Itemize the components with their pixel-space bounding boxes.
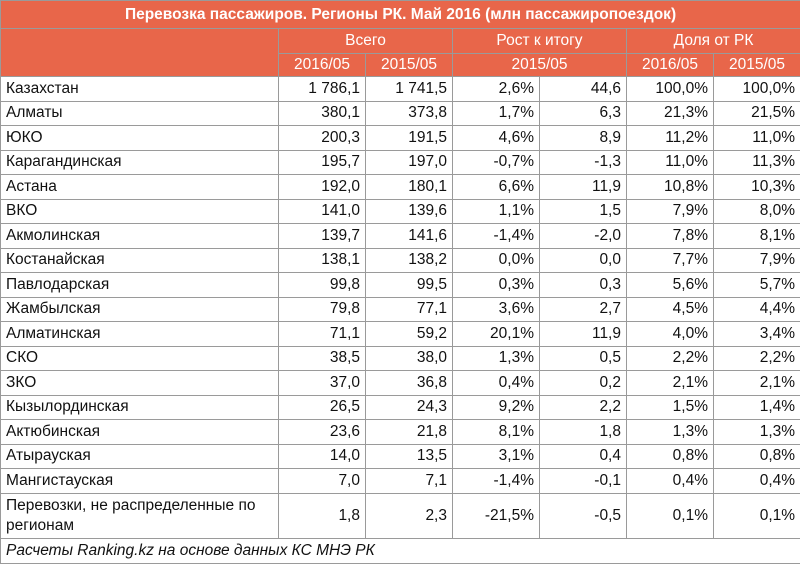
- share-2016: 2,2%: [627, 346, 714, 371]
- header-total-2016: 2016/05: [279, 54, 366, 77]
- share-2016: 1,3%: [627, 420, 714, 445]
- table-row: [1, 346, 800, 371]
- value-2015: 7,1: [366, 469, 453, 494]
- region-name: ЮКО: [1, 126, 279, 151]
- value-2015: 373,8: [366, 101, 453, 126]
- value-2015: 24,3: [366, 395, 453, 420]
- table-row: [1, 175, 800, 200]
- growth-absolute: 0,4: [540, 444, 627, 469]
- table-row: [1, 444, 800, 469]
- value-2016: 139,7: [279, 224, 366, 249]
- growth-percent: -0,7%: [453, 150, 540, 175]
- share-2016: 11,2%: [627, 126, 714, 151]
- value-2015: 13,5: [366, 444, 453, 469]
- table-body: [1, 77, 800, 539]
- share-2016: 1,5%: [627, 395, 714, 420]
- share-2016: 5,6%: [627, 273, 714, 298]
- growth-absolute: 0,0: [540, 248, 627, 273]
- table-row: [1, 297, 800, 322]
- share-2016: 11,0%: [627, 150, 714, 175]
- share-2015: 0,4%: [714, 469, 800, 494]
- share-2016: 0,4%: [627, 469, 714, 494]
- growth-absolute: 2,7: [540, 297, 627, 322]
- table-title: Перевозка пассажиров. Регионы РК. Май 2016 (млн пассажиропоездок): [1, 1, 800, 29]
- growth-percent: -1,4%: [453, 224, 540, 249]
- table-row: [1, 395, 800, 420]
- share-2016: 7,7%: [627, 248, 714, 273]
- region-name: Кызылординская: [1, 395, 279, 420]
- share-2015: 0,8%: [714, 444, 800, 469]
- growth-percent: 6,6%: [453, 175, 540, 200]
- region-name: Перевозки, не распределенные по регионам: [1, 493, 279, 538]
- value-2015: 36,8: [366, 371, 453, 396]
- region-name: Казахстан: [1, 77, 279, 102]
- table-row: [1, 77, 800, 102]
- value-2015: 180,1: [366, 175, 453, 200]
- value-2015: 141,6: [366, 224, 453, 249]
- region-name: ЗКО: [1, 371, 279, 396]
- share-2015: 11,3%: [714, 150, 800, 175]
- value-2016: 138,1: [279, 248, 366, 273]
- region-header-cell: [1, 29, 279, 77]
- table-row: [1, 248, 800, 273]
- share-2016: 7,9%: [627, 199, 714, 224]
- growth-absolute: 0,3: [540, 273, 627, 298]
- region-name: Павлодарская: [1, 273, 279, 298]
- value-2015: 99,5: [366, 273, 453, 298]
- value-2016: 23,6: [279, 420, 366, 445]
- growth-absolute: 11,9: [540, 175, 627, 200]
- growth-percent: -21,5%: [453, 493, 540, 538]
- growth-percent: 2,6%: [453, 77, 540, 102]
- share-2015: 2,2%: [714, 346, 800, 371]
- share-2015: 10,3%: [714, 175, 800, 200]
- region-name: ВКО: [1, 199, 279, 224]
- value-2015: 2,3: [366, 493, 453, 538]
- value-2016: 141,0: [279, 199, 366, 224]
- value-2016: 71,1: [279, 322, 366, 347]
- region-name: Карагандинская: [1, 150, 279, 175]
- source-note: Расчеты Ranking.kz на основе данных КС МНЭ РК: [1, 538, 800, 563]
- region-name: Жамбылская: [1, 297, 279, 322]
- growth-percent: 1,3%: [453, 346, 540, 371]
- growth-absolute: 1,8: [540, 420, 627, 445]
- growth-percent: -1,4%: [453, 469, 540, 494]
- growth-absolute: -2,0: [540, 224, 627, 249]
- value-2015: 139,6: [366, 199, 453, 224]
- share-2015: 1,3%: [714, 420, 800, 445]
- growth-percent: 3,6%: [453, 297, 540, 322]
- growth-absolute: 8,9: [540, 126, 627, 151]
- share-2016: 4,5%: [627, 297, 714, 322]
- growth-absolute: 11,9: [540, 322, 627, 347]
- value-2015: 1 741,5: [366, 77, 453, 102]
- share-2016: 100,0%: [627, 77, 714, 102]
- value-2016: 99,8: [279, 273, 366, 298]
- value-2016: 380,1: [279, 101, 366, 126]
- header-share: Доля от РК: [627, 29, 800, 54]
- growth-percent: 20,1%: [453, 322, 540, 347]
- table-row: [1, 493, 800, 538]
- growth-percent: 8,1%: [453, 420, 540, 445]
- growth-percent: 0,4%: [453, 371, 540, 396]
- share-2015: 8,1%: [714, 224, 800, 249]
- share-2015: 3,4%: [714, 322, 800, 347]
- region-name: Алматинская: [1, 322, 279, 347]
- header-growth: Рост к итогу: [453, 29, 627, 54]
- share-2016: 21,3%: [627, 101, 714, 126]
- table-row: [1, 150, 800, 175]
- share-2015: 5,7%: [714, 273, 800, 298]
- share-2016: 10,8%: [627, 175, 714, 200]
- share-2015: 8,0%: [714, 199, 800, 224]
- table-row: [1, 224, 800, 249]
- share-2015: 1,4%: [714, 395, 800, 420]
- growth-absolute: 1,5: [540, 199, 627, 224]
- region-name: Атырауская: [1, 444, 279, 469]
- region-name: СКО: [1, 346, 279, 371]
- value-2016: 200,3: [279, 126, 366, 151]
- share-2015: 7,9%: [714, 248, 800, 273]
- header-total-2015: 2015/05: [366, 54, 453, 77]
- region-name: Актюбинская: [1, 420, 279, 445]
- header-share-2015: 2015/05: [714, 54, 800, 77]
- table-row: [1, 420, 800, 445]
- value-2015: 21,8: [366, 420, 453, 445]
- growth-absolute: -1,3: [540, 150, 627, 175]
- table-row: [1, 101, 800, 126]
- value-2016: 14,0: [279, 444, 366, 469]
- region-name: Астана: [1, 175, 279, 200]
- share-2016: 7,8%: [627, 224, 714, 249]
- share-2016: 2,1%: [627, 371, 714, 396]
- growth-absolute: 0,2: [540, 371, 627, 396]
- header-total: Всего: [279, 29, 453, 54]
- value-2015: 191,5: [366, 126, 453, 151]
- growth-absolute: 44,6: [540, 77, 627, 102]
- region-name: Акмолинская: [1, 224, 279, 249]
- table-row: [1, 273, 800, 298]
- table-row: [1, 199, 800, 224]
- table-row: [1, 469, 800, 494]
- growth-absolute: -0,1: [540, 469, 627, 494]
- growth-percent: 1,1%: [453, 199, 540, 224]
- value-2016: 38,5: [279, 346, 366, 371]
- header-growth-period: 2015/05: [453, 54, 627, 77]
- share-2015: 21,5%: [714, 101, 800, 126]
- growth-absolute: -0,5: [540, 493, 627, 538]
- share-2015: 11,0%: [714, 126, 800, 151]
- value-2016: 79,8: [279, 297, 366, 322]
- value-2015: 38,0: [366, 346, 453, 371]
- growth-absolute: 6,3: [540, 101, 627, 126]
- share-2015: 0,1%: [714, 493, 800, 538]
- value-2015: 138,2: [366, 248, 453, 273]
- share-2016: 0,8%: [627, 444, 714, 469]
- value-2015: 59,2: [366, 322, 453, 347]
- share-2015: 2,1%: [714, 371, 800, 396]
- table-row: [1, 371, 800, 396]
- share-2015: 4,4%: [714, 297, 800, 322]
- value-2016: 192,0: [279, 175, 366, 200]
- value-2015: 77,1: [366, 297, 453, 322]
- table-row: [1, 126, 800, 151]
- growth-percent: 3,1%: [453, 444, 540, 469]
- share-2016: 0,1%: [627, 493, 714, 538]
- growth-absolute: 2,2: [540, 395, 627, 420]
- share-2016: 4,0%: [627, 322, 714, 347]
- value-2015: 197,0: [366, 150, 453, 175]
- region-name: Мангистауская: [1, 469, 279, 494]
- growth-percent: 1,7%: [453, 101, 540, 126]
- share-2015: 100,0%: [714, 77, 800, 102]
- value-2016: 1,8: [279, 493, 366, 538]
- table-row: [1, 322, 800, 347]
- region-name: Костанайская: [1, 248, 279, 273]
- growth-percent: 0,0%: [453, 248, 540, 273]
- value-2016: 37,0: [279, 371, 366, 396]
- growth-absolute: 0,5: [540, 346, 627, 371]
- growth-percent: 4,6%: [453, 126, 540, 151]
- growth-percent: 9,2%: [453, 395, 540, 420]
- value-2016: 195,7: [279, 150, 366, 175]
- value-2016: 7,0: [279, 469, 366, 494]
- value-2016: 1 786,1: [279, 77, 366, 102]
- region-name: Алматы: [1, 101, 279, 126]
- header-share-2016: 2016/05: [627, 54, 714, 77]
- growth-percent: 0,3%: [453, 273, 540, 298]
- value-2016: 26,5: [279, 395, 366, 420]
